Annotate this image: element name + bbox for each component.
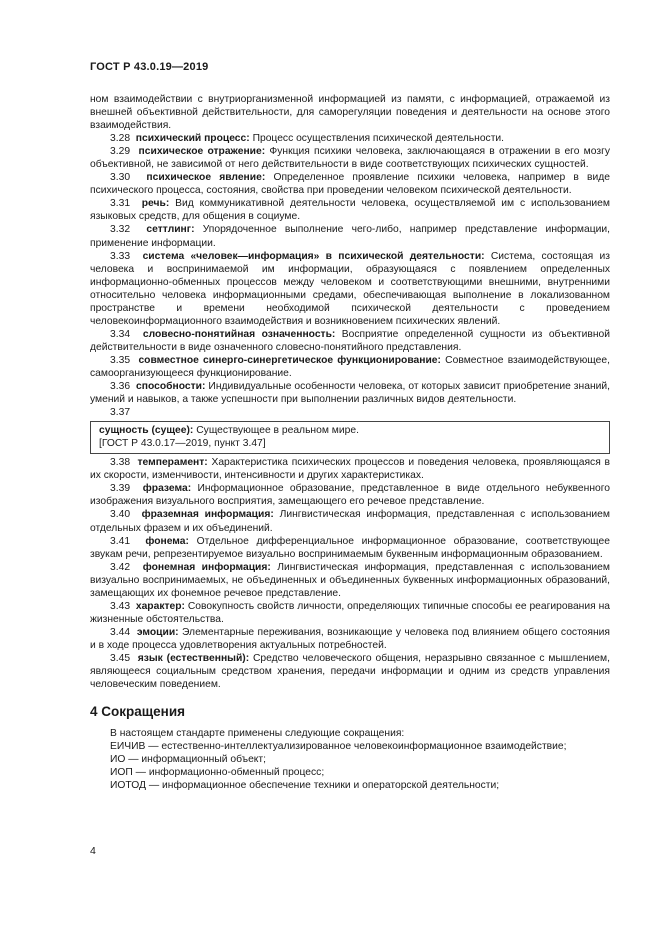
- definition-text: Система, состоящая из человека и воспринимаемой им информации, образующаяся с появлением определенных информационно-обменных процессов между человеком и соответствующими внешними, внутренними относительно человека информационными средами, обеспечивающая выполнение в локализованном пространстве и времени необходимой психической деятельности с проведением человекоинформационного взаимодействия и возникновением психических явлений.: [90, 250, 610, 327]
- definition-text: Информационное образование, представленное в виде отдельного небуквенного изображения визуального восприятия, замещающего его речевое представление.: [90, 483, 610, 508]
- abbreviation-item: ЕИЧИВ — естественно-интеллектуализированное человекоинформационное взаимодействие;: [110, 741, 567, 753]
- definition-term: психическое явление:: [146, 172, 266, 184]
- definition-text: Лингвистическая информация, представленная с использованием визуально воспринимаемых, не объединенных и объединенных буквенных информационных образований, замещающих их фонемное речевое представление.: [90, 561, 610, 599]
- definition-term: система «человек—информация» в психической деятельности:: [142, 250, 485, 262]
- definition-3-37-line: [99, 424, 601, 437]
- definition-term: психическое отражение:: [138, 146, 266, 158]
- definition-item: [90, 561, 610, 600]
- definition-item: [90, 626, 610, 652]
- definitions-list: [90, 132, 610, 406]
- abbreviation-item: ИОТОД — информационное обеспечение техники и операторской деятельности;: [110, 780, 500, 792]
- definition-term: способности:: [136, 381, 206, 393]
- document-header: ГОСТ Р 43.0.19—2019: [90, 61, 209, 73]
- definition-text: Средство человеческого общения, неразрывно связанное с мышлением, являющееся социальным средством хранения, передачи информации и одним из средств управления человеческим поведением.: [90, 652, 610, 691]
- definition-term: совместное синерго-синергетическое функционирование:: [138, 354, 441, 366]
- definition-term: язык (естественный):: [137, 652, 250, 664]
- definition-item: [90, 482, 610, 508]
- definition-number: 3.38: [110, 457, 131, 469]
- definition-term: фонема:: [145, 535, 189, 547]
- definition-text: Отдельное дифференциальное информационное образование, соответствующее звукам речи, репрезентируемое визуально воспринимаемым буквенным информационным образованием.: [90, 535, 610, 560]
- definition-item: [90, 354, 610, 380]
- definition-item: [90, 535, 610, 561]
- definition-item: [90, 223, 610, 249]
- definition-number: 3.35: [110, 354, 131, 366]
- definition-number: 3.33: [110, 250, 131, 262]
- section-4-title: 4 Сокращения: [90, 704, 185, 720]
- definition-item: [90, 380, 610, 406]
- definition-term: характер:: [135, 600, 185, 612]
- definition-3-37-reference: [ГОСТ Р 43.0.17—2019, пункт 3.47]: [99, 438, 266, 450]
- definition-term: речь:: [141, 198, 170, 210]
- definition-term: психический процесс:: [135, 133, 250, 145]
- definition-term: эмоции:: [136, 626, 179, 638]
- definition-item: [90, 171, 610, 197]
- abbreviations-intro: В настоящем стандарте применены следующие сокращения:: [110, 728, 405, 740]
- definition-item: [90, 197, 610, 223]
- definition-number: 3.40: [110, 509, 131, 521]
- definition-text: Совместное взаимодействующее, самоорганизующееся функционирование.: [90, 354, 610, 379]
- intro-paragraph: ном взаимодействии с внутриорганизменной информацией из памяти, с информацией, отражаемой из внешней объективной действительности, для саморегуляции поведения и деятельности на основе этого взаимодействия.: [90, 94, 610, 132]
- definition-number: 3.32: [110, 224, 131, 236]
- definition-text: Вид коммуникативной деятельности человека, осуществляемой им с использованием языковых средств, для общения в социуме.: [90, 198, 610, 223]
- definition-item: [90, 456, 610, 482]
- definition-item: [90, 652, 610, 691]
- definition-term: сущность (сущее):: [99, 425, 194, 437]
- page-content: [90, 93, 610, 792]
- definition-number: 3.31: [110, 198, 131, 210]
- definition-text: Лингвистическая информация, представленная с использованием отдельных фразем и их объединений.: [90, 509, 610, 534]
- definition-number: 3.39: [110, 483, 131, 495]
- definition-3-37-box: [90, 421, 610, 454]
- abbreviation-item: ИОП — информационно-обменный процесс;: [110, 767, 325, 779]
- definition-text: Существующее в реальном мире.: [196, 425, 359, 437]
- definition-number: 3.28: [110, 133, 131, 145]
- definition-term: фонемная информация:: [142, 561, 271, 573]
- definition-item: [90, 328, 610, 354]
- abbreviations-list: [90, 740, 610, 792]
- definition-number: 3.29: [110, 146, 131, 158]
- definition-item: [90, 145, 610, 171]
- definition-term: фразема:: [142, 483, 192, 495]
- definition-term: сеттлинг:: [146, 224, 195, 236]
- definition-number: 3.43: [110, 600, 131, 612]
- definition-number: 3.44: [110, 626, 131, 638]
- definition-item: [90, 508, 610, 534]
- definitions-list-continued: [90, 456, 610, 691]
- definition-number: 3.42: [110, 561, 131, 573]
- definition-3-37-number: 3.37: [110, 407, 131, 419]
- definition-text: Индивидуальные особенности человека, от которых зависит приобретение знаний, умений и навыков, а также успешности при выполнении различных видов деятельности.: [90, 381, 610, 406]
- definition-number: 3.30: [110, 172, 131, 184]
- definition-term: фраземная информация:: [141, 509, 274, 521]
- definition-text: Упорядоченное выполнение чего-либо, например представление информации, применение информации.: [90, 224, 610, 249]
- definition-text: Функция психики человека, заключающаяся в отражении в его мозгу объективной, не зависимой от него действительности в виде соответствующих психических сущностей.: [90, 146, 610, 171]
- definition-number: 3.34: [110, 328, 131, 340]
- definition-term: словесно-понятийная означенность:: [142, 328, 336, 340]
- definition-item: [90, 132, 610, 145]
- definition-text: Процесс осуществления психической деятельности.: [252, 133, 505, 145]
- definition-text: Восприятие определенной сущности из объективной действительности в виде означенного словесно-понятийного представления.: [90, 328, 610, 353]
- definition-text: Совокупность свойств личности, определяющих типичные способы ее реагирования на жизненные обстоятельства.: [90, 600, 610, 625]
- abbreviation-item: ИО — информационный объект;: [110, 754, 267, 766]
- page-number: 4: [90, 845, 96, 857]
- definition-text: Элементарные переживания, возникающие у человека под влиянием общего состояния и в ходе процесса удовлетворения актуальных потребностей.: [90, 626, 610, 651]
- definition-number: 3.36: [110, 381, 131, 393]
- definition-number: 3.45: [110, 652, 131, 664]
- definition-text: Характеристика психических процессов и поведения человека, проявляющаяся в их скорости, изменчивости, интенсивности и других характеристиках.: [90, 457, 610, 482]
- definition-item: [90, 250, 610, 328]
- definition-term: темперамент:: [137, 457, 208, 469]
- definition-item: [90, 600, 610, 626]
- definition-number: 3.41: [110, 535, 131, 547]
- definition-text: Определенное проявление психики человека, например в виде психического процесса, состояния, свойства при проведении человеком психической деятельности.: [90, 172, 610, 197]
